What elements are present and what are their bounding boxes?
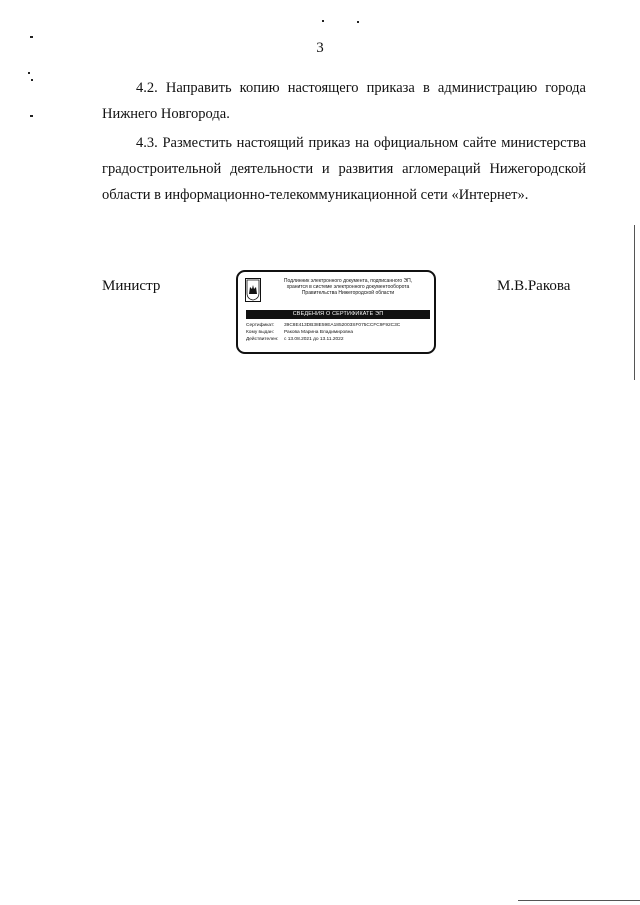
stamp-owner-row <box>246 330 353 336</box>
coat-of-arms-icon <box>245 278 261 302</box>
e-signature-stamp <box>236 270 436 354</box>
stamp-owner-label: Кому выдан: <box>246 330 274 335</box>
scan-speck <box>30 36 33 38</box>
paragraph-4-3-text: 4.3. Разместить настоящий приказ на официальном сайте министерства градостроительной деятельности и развития агломераций Нижегородской области в информационно-телекоммуникационной сети «Интернет». <box>102 135 586 203</box>
stamp-validity-label: Действителен: <box>246 337 279 342</box>
scan-speck <box>31 79 33 81</box>
stamp-title-bar: СВЕДЕНИЯ О СЕРТИФИКАТЕ ЭП <box>246 310 430 319</box>
paragraph-4-2-text: 4.2. Направить копию настоящего приказа в администрацию города Нижнего Новгорода. <box>102 80 586 122</box>
stamp-header-line: хранится в системе электронного документооборота <box>286 284 410 291</box>
page-number: 3 <box>316 40 324 56</box>
scan-edge-line <box>634 225 635 380</box>
stamp-validity-value: с 13.08.2021 до 13.11.2022 <box>284 337 344 342</box>
scan-speck <box>30 115 33 117</box>
scan-speck <box>322 20 324 22</box>
scan-edge-line <box>518 900 640 901</box>
paragraph-4-3 <box>102 130 586 208</box>
stamp-header-line: Подлинник электронного документа, подписанного ЭП, <box>283 278 413 284</box>
scan-speck <box>28 72 30 74</box>
signer-role: Министр <box>102 278 161 294</box>
stamp-certificate-row <box>246 323 400 329</box>
stamp-header <box>262 278 434 297</box>
stamp-owner-value: Ракова Марина Владимировна <box>284 330 354 335</box>
stamp-certificate-label: Сертификат: <box>246 323 275 328</box>
scan-speck <box>357 21 359 23</box>
paragraph-4-2 <box>102 75 586 127</box>
signer-name: М.В.Ракова <box>497 278 571 294</box>
stamp-validity-row <box>246 337 344 343</box>
stamp-header-line: Правительства Нижегородской области <box>301 290 395 297</box>
stamp-certificate-value: 39C8E413DB38E59EA1852003SF075CCFC9F92C3C <box>284 323 401 328</box>
